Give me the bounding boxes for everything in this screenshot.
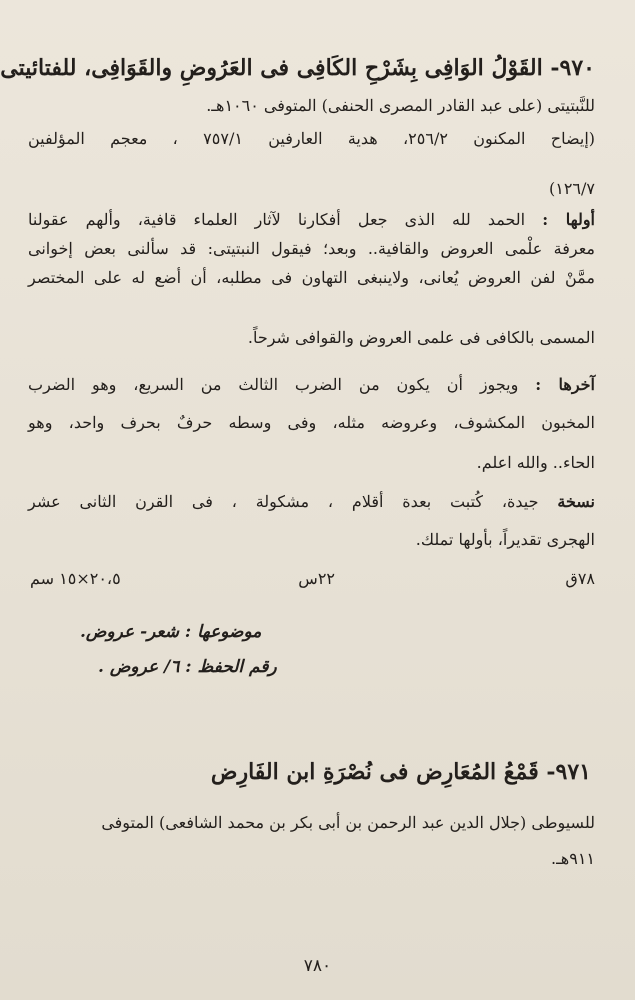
entry-970-subject: موضوعها : شعر- عروض. <box>80 622 262 642</box>
entry-970-ending-line-1 <box>28 372 595 398</box>
entry-970-references-line-2: ١٢٦/٧) <box>548 179 595 198</box>
opening-label: أولها : <box>542 210 595 229</box>
entry-971-title: ٩٧١- قَمْعُ المُعَارِض فى نُصْرَةِ ابن الفَارِض <box>210 759 591 785</box>
page-size: ٢٠،٥×١٥ سم <box>30 569 121 588</box>
entry-970-copy-line-2: الهجرى تقديراً، بأولها تملك. <box>415 530 595 549</box>
entry-970-opening-line-1 <box>28 207 595 233</box>
entry-970-author: للنَّبتيتى (على عبد القادر المصرى الحنفى) المتوفى ١٠٦٠هـ. <box>206 96 595 115</box>
entry-970-ending-line-3: الحاء.. والله اعلم. <box>476 453 595 472</box>
entry-971-author-line-1: للسيوطى (جلال الدين عبد الرحمن بن أبى بكر بن محمد الشافعى) المتوفى <box>101 813 595 832</box>
entry-971-author-line-2: ٩١١هـ. <box>551 849 595 868</box>
entry-970-references-line-1: (إيضاح المكنون ٢٥٦/٢، هدية العارفين ٧٥٧/١ ، معجم المؤلفين <box>28 129 596 148</box>
entry-970-shelfmark: رقم الحفظ : ٦/ عروض . <box>98 657 277 677</box>
entry-970-physical-description <box>30 569 595 595</box>
page-number: ٧٨٠ <box>303 956 332 976</box>
entry-970-opening-line-2: معرفة علْمى العروض والقافية.. وبعد؛ فيقول النبتيتى: قد سألنى بعض إخوانى <box>28 239 595 258</box>
line-count: ٢٢س <box>298 569 335 588</box>
opening-text-1: الحمد لله الذى جعل أفكارنا لآثار العلماء قافية، وألهم عقولنا <box>28 210 526 229</box>
folio-count: ٧٨ق <box>565 569 595 588</box>
entry-970-title: ٩٧٠- القَوْلُ الوَافِى بِشَرْحِ الكَافِى فى العَرُوضِ والقَوَافِى، للفتائيتى <box>0 55 595 81</box>
ending-text-1: ويجوز أن يكون من الضرب الثالث من السريع، وهو الضرب <box>28 375 519 394</box>
entry-970-ending-line-2: المخبون المكشوف، وعروضه مثله، وفى وسطه حرفٌ بحرف واحد، وهو <box>28 413 595 432</box>
copy-text-1: جيدة، كُتبت بعدة أقلام ، مشكولة ، فى القرن الثانى عشر <box>28 492 539 511</box>
copy-label: نسخة <box>557 492 595 511</box>
entry-970-opening-line-4: المسمى بالكافى فى علمى العروض والقوافى شرحاً. <box>247 328 595 347</box>
entry-970-copy-line-1 <box>28 489 595 515</box>
ending-label: آخرها : <box>535 375 595 394</box>
entry-970-opening-line-3: ممَّنْ لفن العروض يُعانى، ولاينبغى التهاون فى مطلبه، أن أضع له على المختصر <box>28 268 595 287</box>
